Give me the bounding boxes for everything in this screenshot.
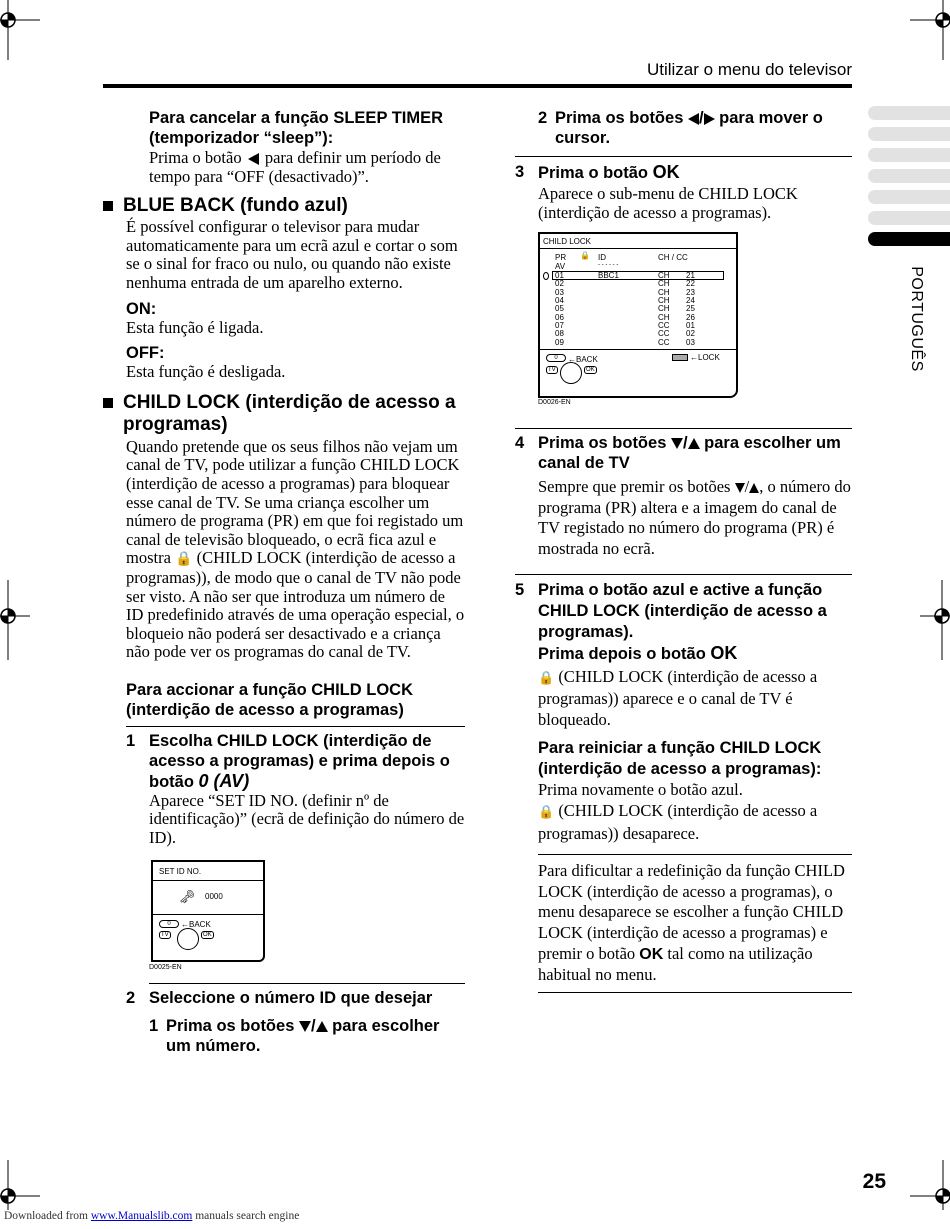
step4-number: 4: [515, 434, 525, 453]
av-key-label: 0 (AV): [198, 770, 250, 791]
reset-body: (CHILD LOCK (interdição de acesso a programas)) desaparece.: [538, 800, 818, 843]
padlock-icon: 🔒: [175, 551, 193, 568]
blue-button-icon: [672, 354, 688, 361]
note-text-a: Para dificultar a redefinição da função CHILD LOCK (interdição de acesso a programas), o menu desaparece se escolher a função CHILD LOCK (interdição de acesso a programas) e premir o botão: [538, 861, 845, 963]
square-bullet-icon: [103, 201, 113, 211]
right-column: [515, 108, 852, 993]
step1-heading-text: Escolha CHILD LOCK (interdição de acesso a programas) e prima depois o botão: [149, 731, 450, 791]
channel-row-id: [598, 280, 658, 288]
child-lock-screen-title: CHILD LOCK: [543, 237, 592, 247]
step5-number: 5: [515, 580, 525, 599]
tv-button-icon: TV: [161, 931, 169, 938]
channel-row-num: 21: [686, 271, 695, 281]
left-arrow-icon: [248, 153, 259, 165]
col-header-pr: PR: [555, 253, 567, 263]
manualslib-link[interactable]: www.Manualslib.com: [90, 1210, 193, 1222]
channel-row: [555, 330, 725, 338]
channel-row-num: 22: [686, 279, 695, 289]
step4-body-b: , o número do programa (PR) altera e a imagem do canal de TV registado no número do programa (PR) é mostrada no ecrã.: [538, 477, 851, 558]
set-id-caption: D0025-EN: [149, 963, 182, 971]
crop-mark-mid-right: [920, 580, 950, 660]
child-lock-screen: [538, 232, 738, 398]
channel-row-type: CC: [658, 329, 670, 339]
channel-row: [555, 322, 725, 330]
language-tab-5: [868, 190, 950, 204]
channel-row: [555, 272, 725, 280]
step2-1-heading: 1 Prima os botões / para escolher um número.: [149, 1016, 440, 1055]
channel-row-id: [598, 289, 658, 297]
language-tab-2: [868, 127, 950, 141]
channel-row-pr: 05: [555, 304, 564, 314]
step4-body-a: Sempre que premir os botões: [538, 477, 731, 497]
channel-row-id: BBC1: [598, 271, 619, 281]
channel-row-id: [598, 322, 658, 330]
sleep-text-b: para definir um período de tempo para “OFF (desactivado)”.: [149, 148, 441, 186]
language-tab-1: [868, 106, 950, 120]
set-id-value: 0000: [205, 891, 223, 901]
channel-row: [555, 314, 725, 322]
reset-text1: Prima novamente o botão azul.: [538, 780, 743, 800]
zero-av-button-icon: 0: [546, 354, 566, 362]
down-arrow-icon: [299, 1021, 311, 1032]
step4-heading: Prima os botões / para escolher um canal de TV: [538, 434, 841, 473]
channel-row-pr: 06: [555, 312, 564, 322]
child-lock-heading: [103, 392, 465, 436]
step1-text: Aparece “SET ID NO. (definir nº de identificação)” (ecrã de definição do número de ID).: [149, 790, 465, 848]
channel-row-type: CH: [658, 279, 670, 289]
channel-row: [555, 289, 725, 297]
on-label: ON:: [126, 299, 157, 318]
step2-1-text-b: para escolher um número.: [166, 1016, 440, 1055]
step4-text-b: para escolher um canal de TV: [538, 434, 841, 473]
left-column: [103, 108, 465, 1056]
step5-heading: Prima o botão azul e active a função CHILD LOCK (interdição de acesso a programas).: [538, 580, 827, 641]
channel-row-type: CH: [658, 287, 670, 297]
channel-row-pr: 03: [555, 287, 564, 297]
lock-column-icon: 🔒: [580, 251, 590, 261]
square-bullet-icon: [103, 398, 113, 408]
section-rule: [515, 156, 852, 157]
ok-key-label: OK: [639, 945, 664, 963]
section-rule: [149, 983, 465, 984]
sleep-cancel-heading: Para cancelar a função SLEEP TIMER (temporizador “sleep”):: [149, 109, 444, 147]
step2-2-text-b: para mover o cursor.: [555, 109, 823, 147]
channel-row-type: CC: [658, 337, 670, 347]
up-arrow-icon: [688, 438, 700, 449]
child-lock-back-text: BACK: [576, 355, 598, 365]
crop-mark-mid-left: [0, 580, 30, 660]
channel-row: [555, 297, 725, 305]
av-row-id: - - - - - -: [598, 262, 619, 269]
ok-key-label: OK: [710, 642, 738, 663]
channel-row-id: [598, 305, 658, 313]
channel-list: [555, 272, 725, 347]
blue-back-text: É possível configurar o televisor para mudar automaticamente para um ecrã azul e cortar o som se o sinal for fraco ou nulo, ou quando não existe nenhuma entrada de um aparelho externo.: [126, 217, 458, 292]
dpad-icon: [560, 362, 582, 384]
channel-row-type: CH: [658, 312, 670, 322]
channel-row-num: 03: [686, 337, 695, 347]
step2-2-number: 2: [538, 109, 548, 127]
step3-number: 3: [515, 163, 525, 181]
step3-heading: [538, 162, 852, 183]
zero-av-button-icon: 0: [159, 920, 179, 928]
step2-heading: Seleccione o número ID que desejar: [149, 988, 433, 1007]
sleep-cancel-text: [149, 149, 465, 186]
footer: [4, 1210, 299, 1222]
col-header-chcc: CH / CC: [658, 253, 688, 263]
ok-button-icon: OK: [586, 367, 595, 374]
channel-row-pr: 04: [555, 296, 564, 306]
step5-text: [538, 667, 852, 731]
down-arrow-icon: [735, 483, 745, 493]
section-rule: [515, 574, 852, 575]
step3-text: Aparece o sub-menu de CHILD LOCK (interdição de acesso a programas).: [538, 184, 798, 222]
step1-number: 1: [126, 731, 136, 750]
reset-heading: Para reiniciar a função CHILD LOCK (interdição de acesso a programas):: [538, 739, 822, 779]
cursor-icon: [543, 272, 549, 280]
channel-row-pr: 02: [555, 279, 564, 289]
channel-row-pr: 07: [555, 320, 564, 330]
step5-body: (CHILD LOCK (interdição de acesso a programas)) aparece e o canal de TV é bloqueado.: [538, 666, 818, 729]
step2-number: 2: [126, 988, 136, 1007]
crop-mark-bottom-right: [910, 1160, 950, 1210]
up-arrow-icon: [749, 483, 759, 493]
language-tab-6: [868, 211, 950, 225]
channel-row-num: 26: [686, 312, 695, 322]
channel-row-type: CC: [658, 320, 670, 330]
up-arrow-icon: [316, 1021, 328, 1032]
channel-row-num: 01: [686, 320, 695, 330]
language-tab-3: [868, 148, 950, 162]
on-text: Esta função é ligada.: [126, 317, 264, 337]
channel-row-pr: 08: [555, 329, 564, 339]
set-id-back-text: BACK: [189, 919, 211, 929]
footer-prefix: Downloaded from: [4, 1210, 88, 1222]
ok-button-icon: OK: [203, 931, 212, 938]
section-rule: [515, 428, 852, 429]
padlock-icon: 🔒: [538, 804, 555, 820]
note-rule-top: [538, 854, 852, 855]
blue-back-title: BLUE BACK (fundo azul): [123, 195, 348, 217]
step1-heading: [149, 731, 465, 792]
child-lock-lock-label: ←LOCK: [690, 353, 720, 363]
tv-button-icon: TV: [548, 367, 556, 374]
av-row-label: AV: [555, 262, 566, 272]
note-text: [538, 861, 852, 986]
footer-suffix: manuals search engine: [195, 1210, 300, 1222]
channel-row-type: CH: [658, 304, 670, 314]
channel-row-pr: 01: [555, 271, 564, 281]
channel-row-type: CH: [658, 296, 670, 306]
page-number: 25: [862, 1170, 886, 1193]
dpad-icon: [177, 928, 199, 950]
step2-1-number: 1: [149, 1016, 159, 1035]
channel-row-id: [598, 330, 658, 338]
note-rule-bottom: [538, 992, 852, 993]
child-lock-lock-text: LOCK: [698, 353, 720, 363]
right-arrow-icon: [704, 113, 715, 125]
channel-row-num: 02: [686, 329, 695, 339]
step2-1-text-a: Prima os botões: [166, 1016, 295, 1035]
child-text-b: (CHILD LOCK (interdição de acesso a programas)), de modo que o canal de TV não pode ser visto. A não ser que introduza um número de ID predefinido através de uma operação especial, o bloqueio não poderá ser desactivado e a criança não pode ver os programas do canal de TV.: [126, 548, 465, 662]
step5-heading2-text: Prima depois o botão: [538, 644, 706, 663]
sleep-text-a: Prima o botão: [149, 148, 242, 167]
child-lock-text: [126, 438, 465, 662]
ok-key-label: OK: [652, 162, 680, 182]
note-text-b: tal como na utilização habitual no menu.: [538, 943, 813, 985]
padlock-icon: 🔒: [538, 670, 555, 686]
key-icon: 🗝: [179, 888, 196, 904]
crop-mark-top-right: [910, 0, 950, 60]
channel-row-num: 25: [686, 304, 695, 314]
activate-heading: Para accionar a função CHILD LOCK (interdição de acesso a programas): [126, 680, 413, 719]
channel-row-num: 23: [686, 287, 695, 297]
reset-text2: [538, 801, 852, 844]
step5-heading2: [538, 643, 852, 664]
down-arrow-icon: [671, 438, 683, 449]
col-header-id: ID: [598, 253, 606, 263]
crop-mark-top-left: [0, 0, 40, 60]
channel-row-type: CH: [658, 271, 670, 281]
channel-row-id: [598, 314, 658, 322]
child-lock-title: CHILD LOCK (interdição de acesso a programas): [123, 391, 456, 435]
page-header-title: Utilizar o menu do televisor: [646, 60, 852, 79]
channel-row-id: [598, 339, 658, 347]
sidebar-language-label: PORTUGUÊS: [908, 266, 925, 372]
language-tab-4: [868, 169, 950, 183]
language-tab-active: [868, 232, 950, 246]
step3-heading-text: Prima o botão: [538, 164, 649, 182]
blue-back-heading: [103, 195, 465, 217]
step4-text-a: Prima os botões: [538, 434, 667, 453]
child-lock-back-label: ←BACK: [568, 355, 598, 365]
step4-text: Sempre que premir os botões / , o número do programa (PR) altera e a imagem do canal de TV registado no número do programa (PR) é mostrada no ecrã.: [538, 477, 851, 558]
header-rule: [103, 84, 852, 88]
channel-row: [555, 339, 725, 347]
av-row: [555, 262, 618, 271]
section-rule: [126, 726, 465, 727]
crop-mark-bottom-left: [0, 1160, 40, 1210]
off-text: Esta função é desligada.: [126, 362, 286, 382]
child-text-a: Quando pretende que os seus filhos não vejam um canal de TV, pode utilizar a função CHILD LOCK (interdição de acesso a programas) para bloquear esse canal de TV. Se uma criança escolher um número de programa (PR) em que foi registado um canal de televisão bloqueado, o ecrã fica azul e mostra: [126, 436, 464, 568]
set-id-screen: [151, 860, 265, 962]
set-id-title: SET ID NO.: [159, 866, 202, 876]
channel-row: [555, 280, 725, 288]
left-arrow-icon: [688, 113, 699, 125]
channel-row-num: 24: [686, 296, 695, 306]
step2-2-text-a: Prima os botões: [555, 109, 684, 127]
child-lock-caption: D0026-EN: [538, 399, 571, 407]
step2-2-heading: 2 Prima os botões / para mover o cursor.: [538, 109, 823, 147]
set-id-back-label: ←BACK: [181, 919, 211, 929]
channel-row-id: [598, 297, 658, 305]
channel-row-pr: 09: [555, 337, 564, 347]
channel-row: [555, 305, 725, 313]
off-label: OFF:: [126, 344, 165, 363]
